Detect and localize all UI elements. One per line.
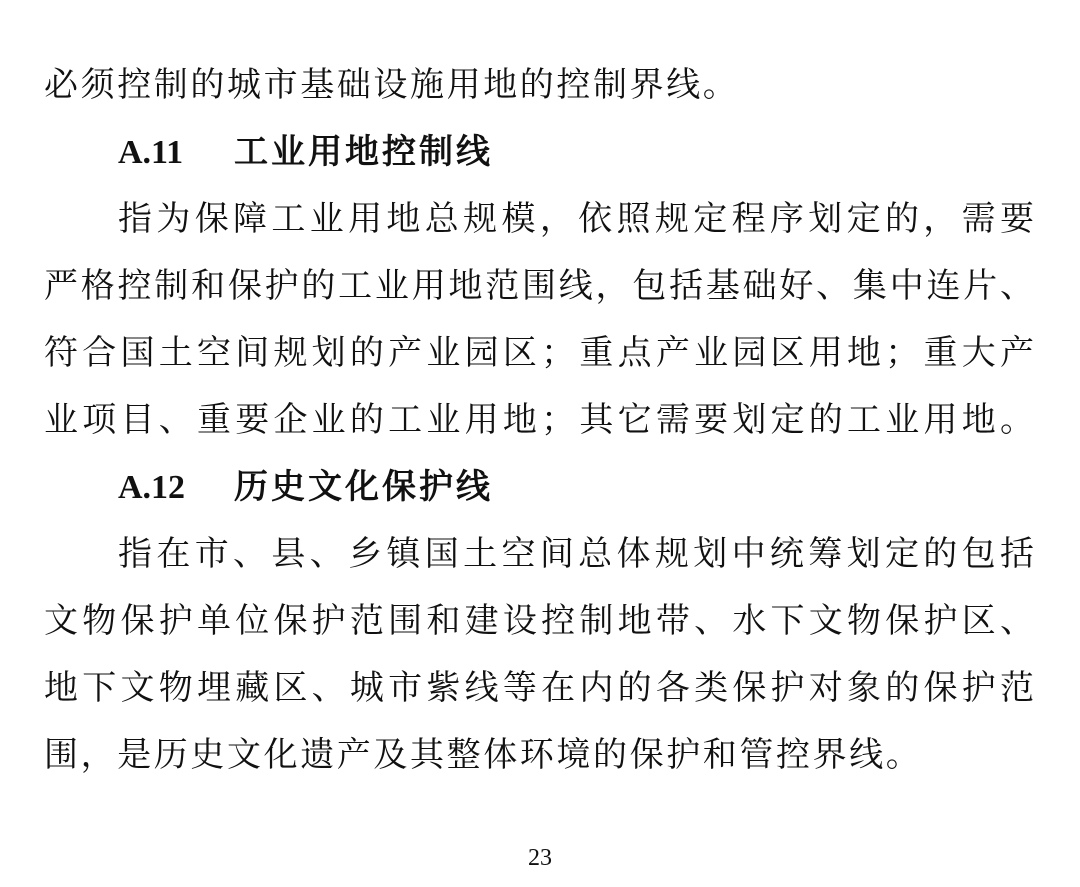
paragraph-line: 指在市、县、乡镇国土空间总体规划中统筹划定的包括 <box>118 534 1034 574</box>
page-number: 23 <box>528 845 552 871</box>
section-title: 历史文化保护线 <box>234 467 493 507</box>
paragraph-line: 业项目、重要企业的工业用地；其它需要划定的工业用地。 <box>44 400 1034 440</box>
paragraph-line: 围，是历史文化遗产及其整体环境的保护和管控界线。 <box>44 735 923 775</box>
paragraph-continuation-line: 必须控制的城市基础设施用地的控制界线。 <box>44 65 740 105</box>
section-number: A.12 <box>118 469 186 506</box>
paragraph-line: 严格控制和保护的工业用地范围线，包括基础好、集中连片、 <box>44 266 1034 306</box>
paragraph-line: 符合国土空间规划的产业园区；重点产业园区用地；重大产 <box>44 333 1034 373</box>
paragraph-line: 文物保护单位保护范围和建设控制地带、水下文物保护区、 <box>44 601 1034 641</box>
paragraph-line: 地下文物埋藏区、城市紫线等在内的各类保护对象的保护范 <box>44 668 1034 708</box>
section-title: 工业用地控制线 <box>234 132 493 172</box>
section-heading-a11 <box>118 131 493 174</box>
paragraph-line: 指为保障工业用地总规模，依照规定程序划定的，需要 <box>118 199 1034 239</box>
section-number: A.11 <box>118 134 184 171</box>
section-heading-a12 <box>118 466 493 509</box>
